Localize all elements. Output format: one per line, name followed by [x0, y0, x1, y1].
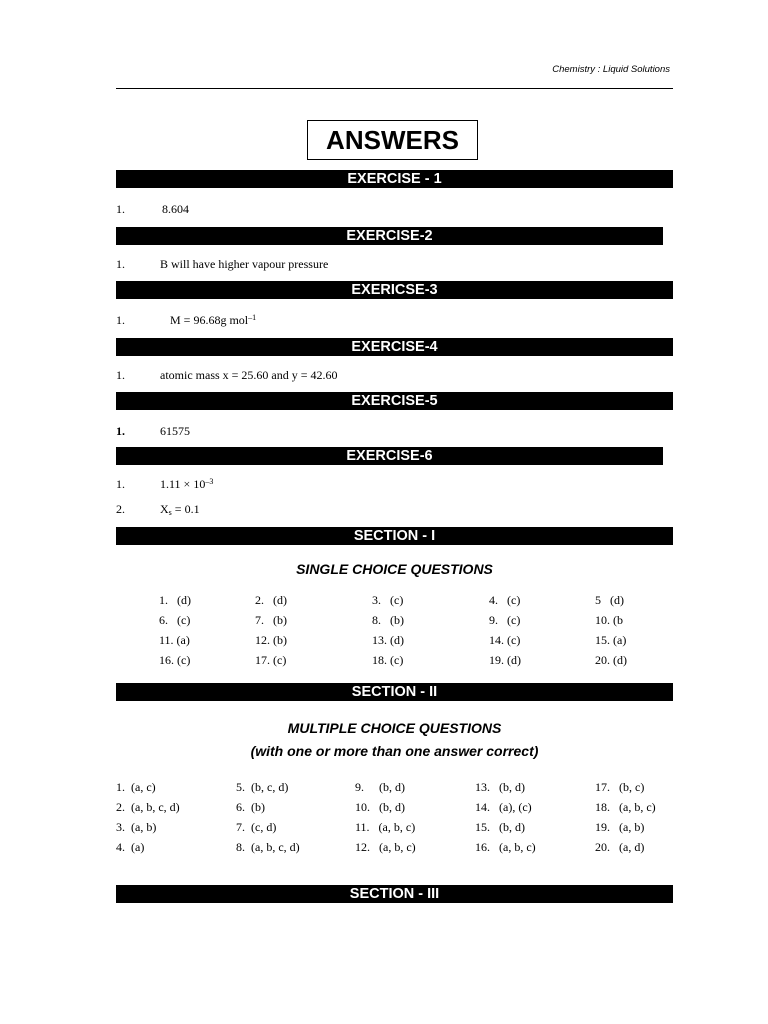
answer-number: 1.: [116, 202, 125, 216]
multiple-choice-answer-1-4: 13. (b, d): [475, 780, 525, 794]
single-choice-answer-2-5: 10. (b: [595, 613, 623, 627]
exercise-5-heading: EXERCISE-5: [116, 392, 673, 410]
multiple-choice-answer-2-2: 6. (b): [236, 800, 265, 814]
multiple-choice-answer-4-4: 16. (a, b, c): [475, 840, 536, 854]
answer-subscript: s: [168, 508, 172, 517]
multiple-choice-answer-4-3: 12. (a, b, c): [355, 840, 416, 854]
single-choice-answer-4-2: 17. (c): [255, 653, 287, 667]
answer-superscript: –1: [248, 313, 257, 322]
answer-number: 1.: [116, 368, 125, 382]
section-1-heading: SECTION - I: [116, 527, 673, 545]
multiple-choice-answer-4-2: 8. (a, b, c, d): [236, 840, 300, 854]
page-title: ANSWERS: [307, 120, 478, 160]
answer-rest: = 0.1: [171, 502, 200, 516]
multiple-choice-answer-1-3: 9. (b, d): [355, 780, 405, 794]
answer-text: [160, 477, 213, 491]
single-choice-answer-3-4: 14. (c): [489, 633, 521, 647]
multiple-choice-answer-4-1: 4. (a): [116, 840, 145, 854]
multiple-choice-answer-3-3: 11. (a, b, c): [355, 820, 416, 834]
single-choice-answer-4-5: 20. (d): [595, 653, 627, 667]
multiple-choice-answer-1-1: 1. (a, c): [116, 780, 156, 794]
single-choice-answer-4-4: 19. (d): [489, 653, 521, 667]
answer-text: atomic mass x = 25.60 and y = 42.60: [160, 368, 338, 382]
answer-number: 1.: [116, 313, 125, 327]
single-choice-answer-2-1: 6. (c): [159, 613, 191, 627]
answer-number: 1.: [116, 424, 125, 438]
exercise-4-heading: EXERCISE-4: [116, 338, 673, 356]
exercise-6-heading: EXERCISE-6: [116, 447, 663, 465]
multiple-choice-answer-3-1: 3. (a, b): [116, 820, 157, 834]
section-2-subheading-line-2: (with one or more than one answer correct): [250, 743, 539, 759]
multiple-choice-answer-2-4: 14. (a), (c): [475, 800, 532, 814]
answer-main: M = 96.68g mol: [170, 313, 249, 327]
answer-number: 1.: [116, 477, 125, 491]
single-choice-answer-3-1: 11. (a): [159, 633, 190, 647]
answer-number: 1.: [116, 257, 125, 271]
multiple-choice-answer-2-1: 2. (a, b, c, d): [116, 800, 180, 814]
single-choice-answer-1-1: 1. (d): [159, 593, 191, 607]
multiple-choice-answer-2-3: 10. (b, d): [355, 800, 405, 814]
multiple-choice-answer-4-5: 20. (a, d): [595, 840, 645, 854]
single-choice-answer-1-3: 3. (c): [372, 593, 404, 607]
answer-number: 2.: [116, 502, 125, 516]
single-choice-answer-1-5: 5 (d): [595, 593, 624, 607]
multiple-choice-answer-1-2: 5. (b, c, d): [236, 780, 289, 794]
single-choice-answer-4-3: 18. (c): [372, 653, 404, 667]
single-choice-answer-3-5: 15. (a): [595, 633, 627, 647]
multiple-choice-answer-3-2: 7. (c, d): [236, 820, 277, 834]
single-choice-answer-3-2: 12. (b): [255, 633, 287, 647]
multiple-choice-answer-3-4: 15. (b, d): [475, 820, 525, 834]
exercise-1-heading: EXERCISE - 1: [116, 170, 673, 188]
section-1-subheading: SINGLE CHOICE QUESTIONS: [296, 561, 493, 577]
single-choice-answer-2-4: 9. (c): [489, 613, 521, 627]
section-2-subheading-line-1: MULTIPLE CHOICE QUESTIONS: [287, 720, 502, 736]
single-choice-answer-1-4: 4. (c): [489, 593, 521, 607]
answer-text: [160, 502, 200, 516]
exercise-3-heading: EXERICSE-3: [116, 281, 673, 299]
exercise-2-heading: EXERCISE-2: [116, 227, 663, 245]
section-2-heading: SECTION - II: [116, 683, 673, 701]
answer-main: 1.11 × 10: [160, 477, 206, 491]
multiple-choice-answer-2-5: 18. (a, b, c): [595, 800, 656, 814]
answer-text: B will have higher vapour pressure: [160, 257, 329, 271]
single-choice-answer-3-3: 13. (d): [372, 633, 404, 647]
answer-text: 8.604: [162, 202, 189, 216]
answer-main: X: [160, 502, 169, 516]
section-3-heading: SECTION - III: [116, 885, 673, 903]
single-choice-answer-2-2: 7. (b): [255, 613, 287, 627]
single-choice-answer-1-2: 2. (d): [255, 593, 287, 607]
multiple-choice-answer-3-5: 19. (a, b): [595, 820, 645, 834]
single-choice-answer-2-3: 8. (b): [372, 613, 404, 627]
header-rule: [116, 88, 673, 89]
answer-superscript: –3: [205, 477, 214, 486]
answer-text: [170, 313, 256, 327]
multiple-choice-answer-1-5: 17. (b, c): [595, 780, 645, 794]
single-choice-answer-4-1: 16. (c): [159, 653, 191, 667]
answer-text: 61575: [160, 424, 190, 438]
running-header: Chemistry : Liquid Solutions: [552, 64, 670, 75]
